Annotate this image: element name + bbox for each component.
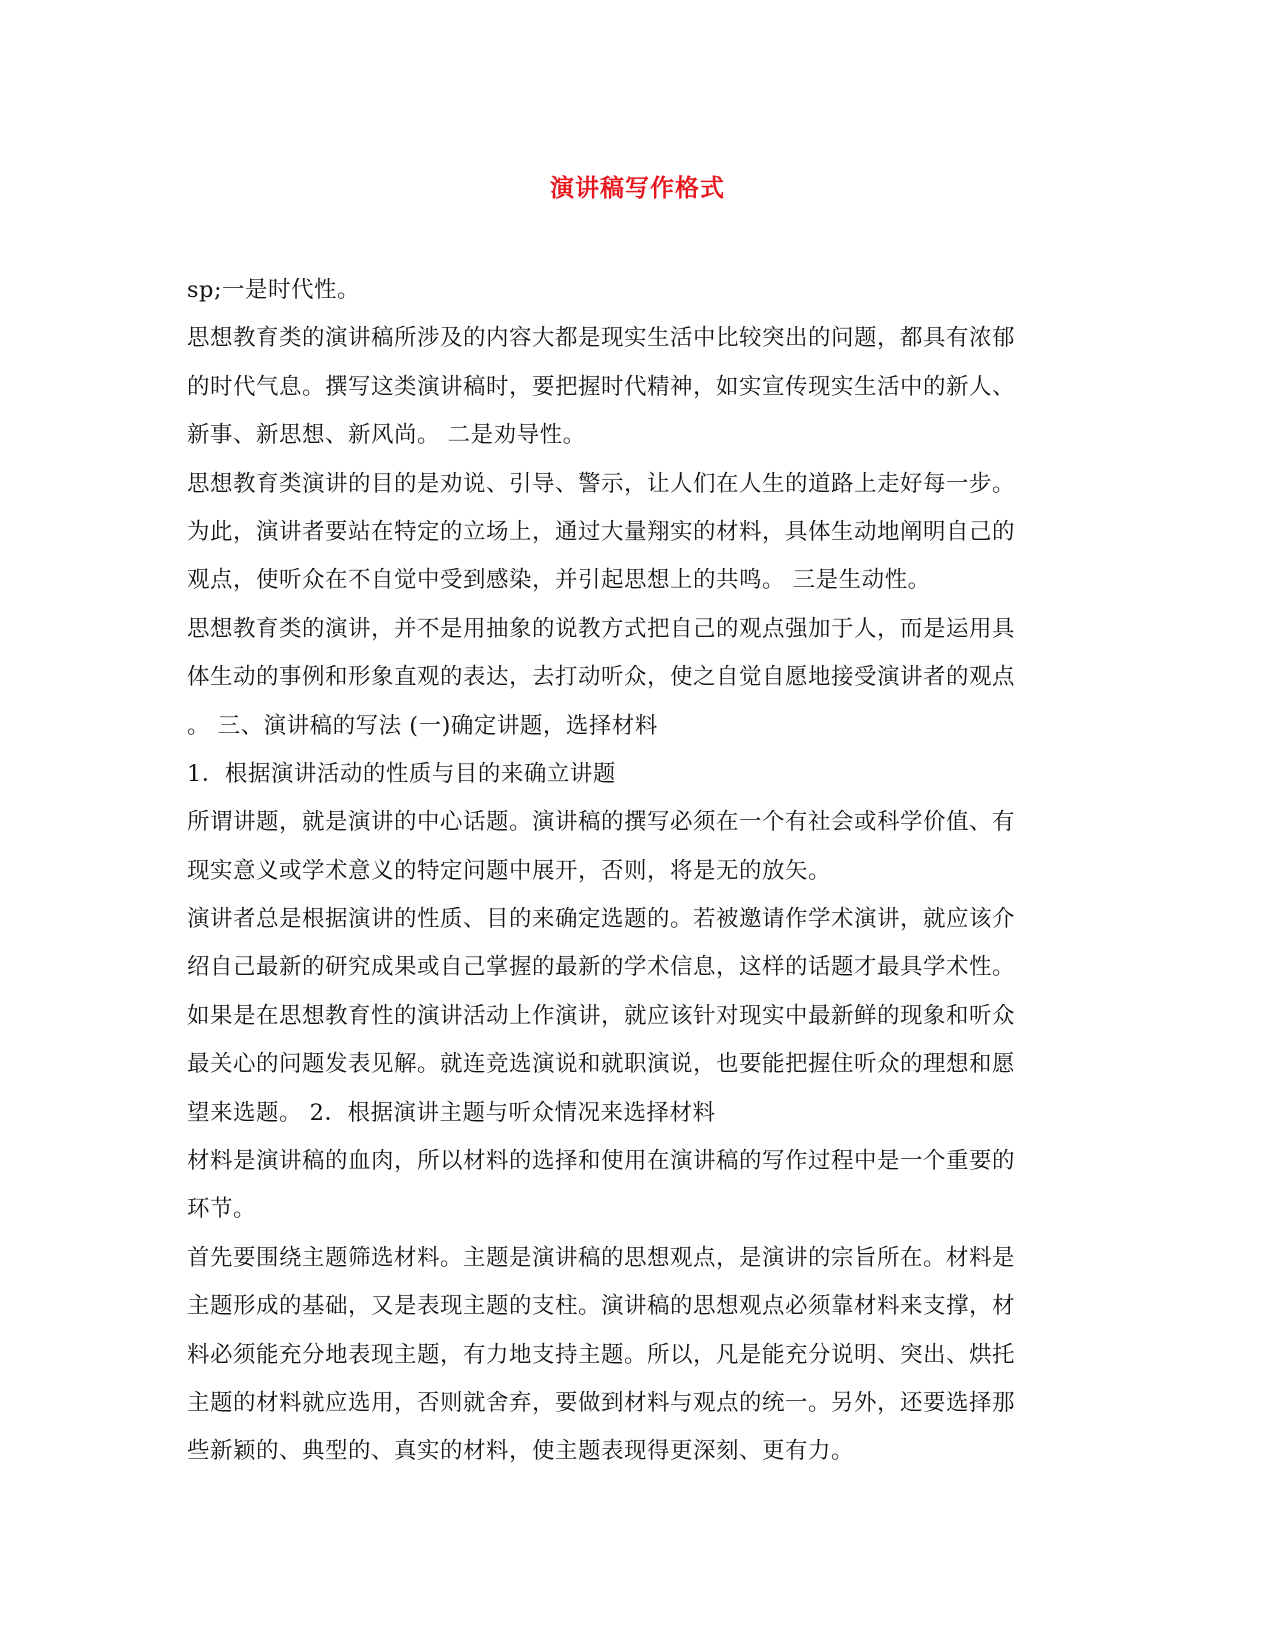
body-line: 现实意义或学术意义的特定问题中展开，否则，将是无的放矢。 (187, 857, 832, 884)
body-line: 最关心的问题发表见解。就连竞选演说和就职演说，也要能把握住听众的理想和愿 (187, 1051, 1016, 1078)
body-line: 望来选题。 2．根据演讲主题与听众情况来选择材料 (187, 1099, 716, 1126)
body-line: 的时代气息。撰写这类演讲稿时，要把握时代精神，如实宣传现实生活中的新人、 (187, 373, 1016, 400)
document-body (187, 266, 1087, 1476)
page-title: 演讲稿写作格式 (550, 173, 725, 202)
body-line: 思想教育类的演讲稿所涉及的内容大都是现实生活中比较突出的问题，都具有浓郁 (187, 325, 1016, 352)
body-line: 材料是演讲稿的血肉，所以材料的选择和使用在演讲稿的写作过程中是一个重要的 (187, 1148, 1016, 1175)
body-line: 环节。 (187, 1196, 257, 1223)
body-line: 如果是在思想教育性的演讲活动上作演讲，就应该针对现实中最新鲜的现象和听众 (187, 1002, 1016, 1029)
body-line: 主题形成的基础，又是表现主题的支柱。演讲稿的思想观点必须靠材料来支撑，材 (187, 1293, 1016, 1320)
body-line: 体生动的事例和形象直观的表达，去打动听众，使之自觉自愿地接受演讲者的观点 (187, 664, 1016, 691)
body-line: 观点，使听众在不自觉中受到感染，并引起思想上的共鸣。 三是生动性。 (187, 567, 931, 594)
body-line: 新事、新思想、新风尚。 二是劝导性。 (187, 422, 586, 449)
body-line: 所谓讲题，就是演讲的中心话题。演讲稿的撰写必须在一个有社会或科学价值、有 (187, 809, 1016, 836)
body-line: sp;一是时代性。 (187, 277, 361, 303)
body-line: 1．根据演讲活动的性质与目的来确立讲题 (187, 760, 616, 787)
body-line: 绍自己最新的研究成果或自己掌握的最新的学术信息，这样的话题才最具学术性。 (187, 954, 1016, 981)
body-line: 。 三、演讲稿的写法 (一)确定讲题，选择材料 (187, 712, 658, 739)
body-line: 思想教育类的演讲，并不是用抽象的说教方式把自己的观点强加于人，而是运用具 (187, 615, 1016, 642)
body-line: 主题的材料就应选用，否则就舍弃，要做到材料与观点的统一。另外，还要选择那 (187, 1389, 1016, 1416)
body-line: 料必须能充分地表现主题，有力地支持主题。所以，凡是能充分说明、突出、烘托 (187, 1341, 1016, 1368)
body-line: 思想教育类演讲的目的是劝说、引导、警示，让人们在人生的道路上走好每一步。 (187, 470, 1016, 497)
body-line: 为此，演讲者要站在特定的立场上，通过大量翔实的材料，具体生动地阐明自己的 (187, 518, 1016, 545)
body-line: 首先要围绕主题筛选材料。主题是演讲稿的思想观点，是演讲的宗旨所在。材料是 (187, 1244, 1016, 1271)
body-line: 演讲者总是根据演讲的性质、目的来确定选题的。若被邀请作学术演讲，就应该介 (187, 906, 1016, 933)
body-line: 些新颖的、典型的、真实的材料，使主题表现得更深刻、更有力。 (187, 1438, 855, 1465)
